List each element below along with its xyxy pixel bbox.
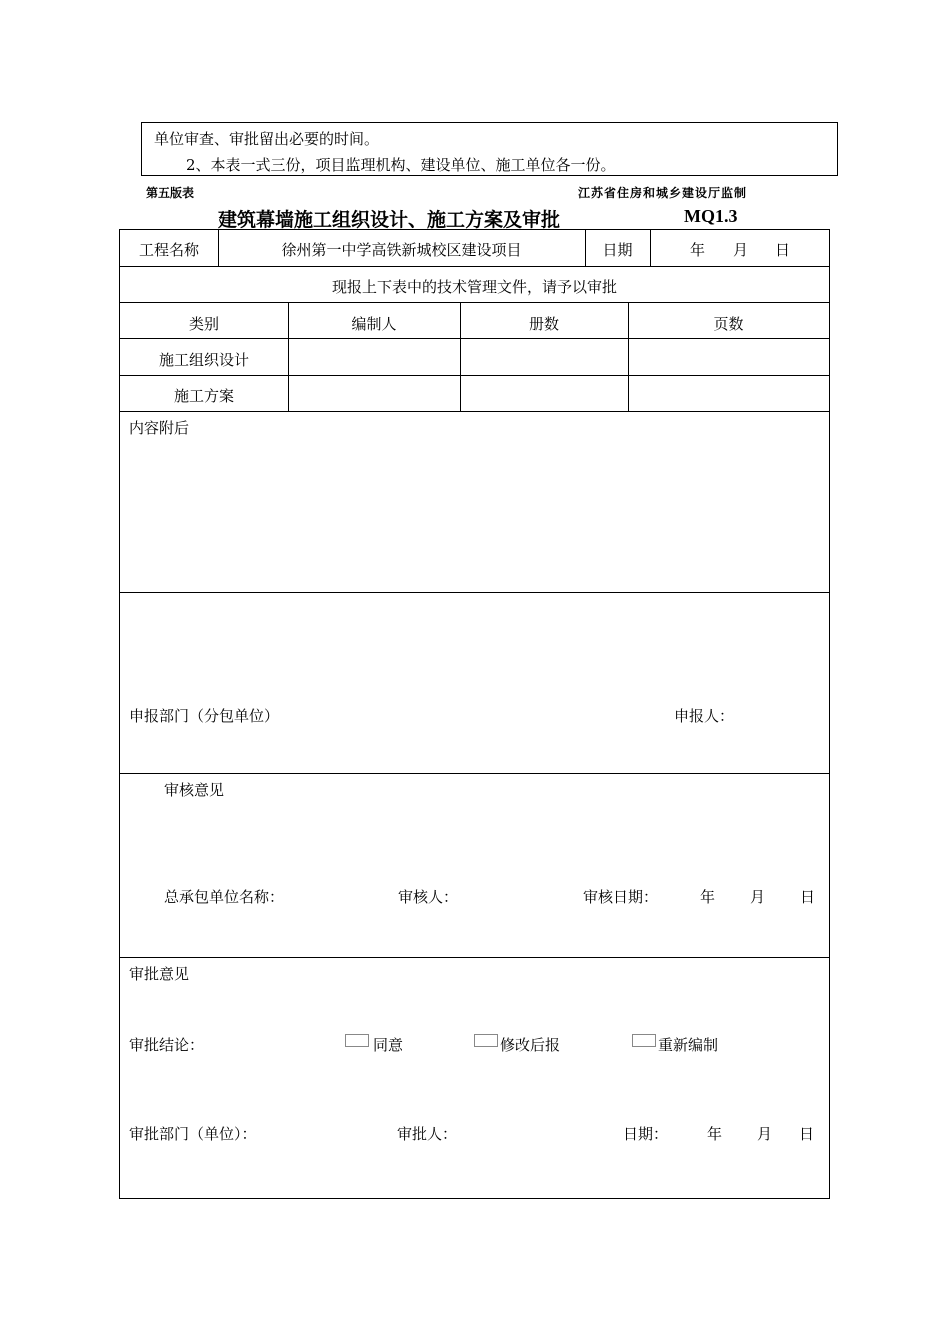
redo-checkbox[interactable] [632,1034,656,1047]
date-year: 年 [690,241,706,259]
review-day: 日 [800,888,816,906]
review-month: 月 [750,888,766,906]
supervised-by-label: 江苏省住房和城乡建设厅监制 [578,186,748,200]
edition-label: 第五版表 [146,186,195,200]
approve-checkbox[interactable] [345,1034,369,1047]
submission-dept-label: 申报部门（分包单位） [129,707,280,725]
form-table [119,229,830,1199]
date-label: 日期 [602,241,633,259]
form-title: 建筑幕墙施工组织设计、施工方案及审批 [218,209,561,231]
previous-note-line2: 2、本表一式三份，项目监理机构、建设单位、施工单位各一份。 [186,156,616,174]
approval-opinion-label: 审批意见 [129,965,190,983]
column-pages: 页数 [713,315,744,333]
approval-month: 月 [757,1125,773,1143]
review-unit-label: 总承包单位名称： [164,888,285,906]
review-date-label: 审核日期： [583,888,659,906]
row-category-org-design: 施工组织设计 [158,351,249,369]
project-name-value[interactable]: 徐州第一中学高铁新城校区建设项目 [281,241,522,259]
revise-option-label: 修改后报 [500,1036,561,1054]
submission-person-label: 申报人： [674,707,735,725]
date-day: 日 [775,241,791,259]
approval-date-label: 日期： [623,1125,669,1143]
content-attached-label: 内容附后 [129,419,190,437]
approve-option-label: 同意 [373,1036,404,1054]
previous-note-line1: 单位审查、审批留出必要的时间。 [154,130,380,148]
column-author: 编制人 [351,315,397,333]
review-opinion-label: 审核意见 [164,781,225,799]
revise-checkbox[interactable] [474,1034,498,1047]
row-category-plan: 施工方案 [173,387,234,405]
redo-option-label: 重新编制 [658,1036,719,1054]
request-text: 现报上下表中的技术管理文件，请予以审批 [331,278,617,296]
approval-dept-label: 审批部门（单位）： [129,1125,257,1143]
project-name-label: 工程名称 [138,241,199,259]
approval-conclusion-label: 审批结论： [129,1036,205,1054]
date-month: 月 [733,241,749,259]
column-category: 类别 [188,315,219,333]
review-year: 年 [700,888,716,906]
approver-label: 审批人： [397,1125,458,1143]
approval-day: 日 [799,1125,815,1143]
approval-year: 年 [707,1125,723,1143]
previous-note-box [141,122,838,176]
reviewer-label: 审核人： [398,888,459,906]
form-code: MQ1.3 [684,206,738,226]
column-volumes: 册数 [528,315,559,333]
